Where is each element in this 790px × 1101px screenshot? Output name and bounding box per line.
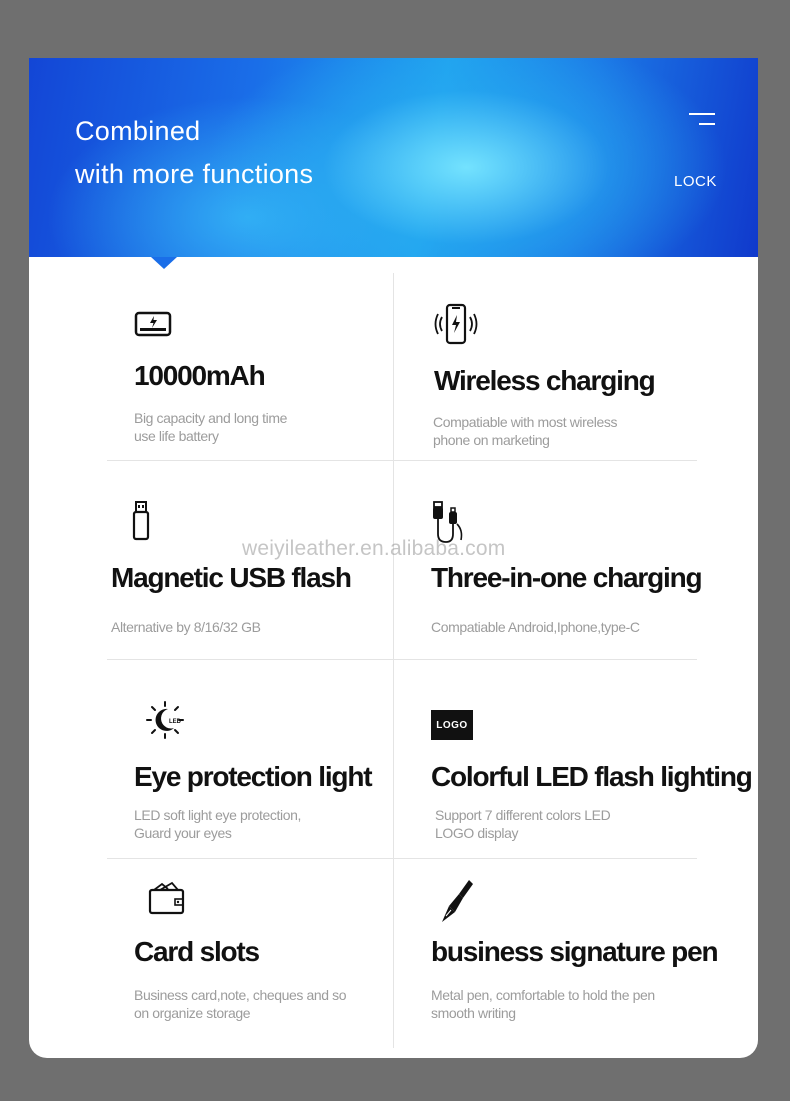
svg-text:LED: LED (169, 719, 181, 725)
feature-10000mah (134, 308, 474, 498)
logo-badge-icon (431, 710, 473, 740)
feature-magnetic-usb-flash (111, 500, 451, 690)
feature-card-slots (134, 878, 474, 1058)
feature-eye-protection-light (134, 698, 474, 888)
fountain-pen-icon (439, 878, 475, 929)
banner-title (75, 110, 313, 196)
logo-badge: LOGO (431, 710, 473, 740)
feature-description: Compatiable with most wireless phone on marketing (433, 414, 618, 448)
feature-description: LED soft light eye protection, Guard your eyes (134, 807, 301, 841)
feature-business-signature-pen (431, 878, 758, 1058)
eye-protection-light-icon (144, 700, 186, 745)
feature-title: Eye protection light (134, 761, 372, 792)
wireless-charging-phone-icon (433, 303, 479, 352)
banner-title-line2: with more functions (75, 159, 314, 189)
feature-title: Card slots (134, 936, 259, 967)
feature-description: Big capacity and long time use life battery (134, 410, 288, 444)
feature-description: Business card,note, cheques and so on organize storage (134, 987, 347, 1021)
feature-card (29, 58, 758, 1058)
power-bank-icon (134, 308, 174, 345)
wallet-card-slots-icon (148, 880, 186, 921)
feature-three-in-one-charging (431, 500, 758, 690)
feature-description: Alternative by 8/16/32 GB (111, 619, 261, 635)
feature-title: Three-in-one charging (431, 562, 702, 593)
feature-wireless-charging (433, 303, 758, 493)
header-banner (29, 58, 758, 257)
watermark: weiyileather.en.alibaba.com (242, 537, 506, 560)
feature-colorful-led-flash-lighting (431, 698, 758, 888)
feature-description: Metal pen, comfortable to hold the pen smooth writing (431, 987, 655, 1021)
feature-title: 10000mAh (134, 360, 265, 391)
banner-title-line1: Combined (75, 116, 201, 146)
usb-flash-drive-icon (131, 500, 151, 547)
feature-description: Support 7 different colors LED LOGO display (435, 807, 611, 841)
feature-title: Wireless charging (434, 365, 655, 396)
feature-title: Magnetic USB flash (111, 562, 351, 593)
lock-label: LOCK (674, 173, 717, 190)
menu-icon[interactable] (685, 112, 717, 130)
feature-title: business signature pen (431, 936, 718, 967)
banner-pointer (151, 257, 177, 269)
feature-description: Compatiable Android,Iphone,type-C (431, 619, 640, 635)
feature-title: Colorful LED flash lighting (431, 761, 752, 792)
